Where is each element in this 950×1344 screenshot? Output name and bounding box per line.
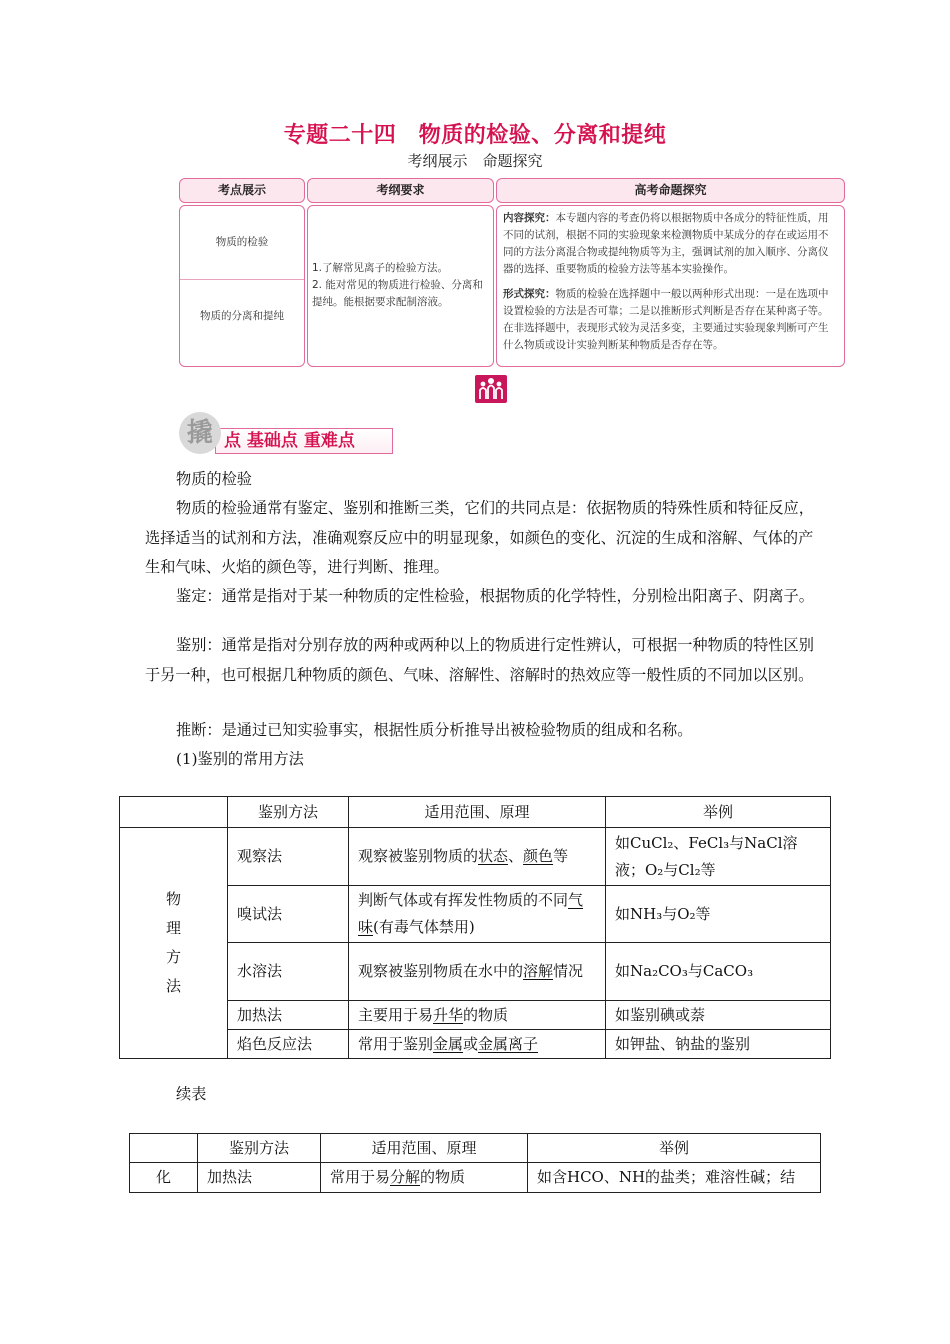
- topic-inspection: 物质的检验: [215, 236, 269, 248]
- scope-cell: 观察被鉴别物质的状态、颜色等: [349, 828, 606, 886]
- identification-methods-table: [119, 796, 831, 1059]
- table-header-row: [120, 797, 831, 828]
- example-cell: 如Na₂CO₃与CaCO₃: [606, 943, 831, 1001]
- page-subtitle: 考纲展示 命题探究: [407, 152, 543, 170]
- scope-cell: 常用于易分解的物质: [321, 1163, 528, 1193]
- section-heading: 物质的检验: [176, 470, 252, 488]
- paragraph-5: (1)鉴别的常用方法: [176, 750, 304, 768]
- requirements-text: 1.了解常见离子的检验方法。 2. 能对常见的物质进行检验、分离和提纯。能根据要求配制溶液。: [312, 262, 483, 308]
- banner-badge-icon: 撬: [179, 412, 221, 454]
- paragraph-3-text: 鉴别：通常是指对分别存放的两种或两种以上的物质进行定性辨认，可根据一种物质的特性区别于另一种，也可根据几种物质的颜色、气味、溶解性、溶解时的热效应等一般性质的不同加以区别。: [145, 636, 814, 684]
- topic-separation: 物质的分离和提纯: [200, 310, 284, 322]
- identification-methods-table-continued: [129, 1133, 821, 1193]
- scope-cell: 常用于鉴别金属或金属离子: [349, 1030, 606, 1059]
- paragraph-2: [145, 582, 825, 612]
- group-char: 法: [165, 977, 181, 995]
- outline-header-exploration: 高考命题探究: [496, 178, 845, 203]
- col-header-example: 举例: [528, 1134, 821, 1163]
- exploration-form-text: 物质的检验在选择题中一般以两种形式出现：一是在选项中设置检验的方法是否可靠；二是以推断形式判断是否存在某种离子等。在非选择题中，表现形式较为灵活多变，主要通过实验现象判断可产生什么物质或设计实验判断某种物质是否存在等。: [503, 288, 829, 351]
- table-header-row: [130, 1134, 821, 1163]
- example-cell: 如含HCO、NH的盐类；难溶性碱；结: [528, 1163, 821, 1193]
- group-char: 理: [165, 919, 181, 937]
- banner-bar: [215, 428, 393, 454]
- paragraph-4-text: 推断：是通过已知实验事实，根据性质分析推导出被检验物质的组成和名称。: [176, 721, 693, 739]
- paragraph-3: [145, 631, 825, 690]
- table-row: [130, 1163, 821, 1193]
- banner-text: 点 基础点 重难点: [224, 431, 355, 451]
- exploration-content-label: 内容探究：: [503, 212, 556, 224]
- scope-cell: 观察被鉴别物质在水中的溶解情况: [349, 943, 606, 1001]
- exploration-content: [503, 210, 838, 278]
- scope-cell: 主要用于易升华的物质: [349, 1001, 606, 1030]
- method-cell: 观察法: [228, 828, 349, 886]
- example-cell: 如鉴别碘或萘: [606, 1001, 831, 1030]
- example-cell: 如NH₃与O₂等: [606, 886, 831, 943]
- page-title: 专题二十四 物质的检验、分离和提纯: [283, 123, 667, 148]
- method-cell: 嗅试法: [228, 886, 349, 943]
- paragraph-1: [145, 494, 825, 583]
- method-cell: 加热法: [228, 1001, 349, 1030]
- paragraph-1-text: 物质的检验通常有鉴定、鉴别和推断三类，它们的共同点是：依据物质的特殊性质和特征反应，选择适当的试剂和方法，准确观察反应中的明显现象，如颜色的变化、沉淀的生成和溶解、气体的产生和气味、火焰的颜色等，进行判断、推理。: [145, 499, 814, 576]
- exploration-form-label: 形式探究：: [503, 288, 556, 300]
- paragraph-4: [145, 716, 825, 746]
- example-cell: 如钾盐、钠盐的鉴别: [606, 1030, 831, 1059]
- outline-requirements-cell: [307, 205, 494, 367]
- col-header-method: 鉴别方法: [228, 797, 349, 828]
- continued-label: 续表: [176, 1085, 207, 1103]
- example-cell: 如CuCl₂、FeCl₃与NaCl溶液；O₂与Cl₂等: [606, 828, 831, 886]
- outline-exploration-cell: [496, 205, 845, 367]
- paragraph-2-text: 鉴定：通常是指对于某一种物质的定性检验，根据物质的化学特性，分别检出阳离子、阴离子。: [176, 587, 814, 605]
- exploration-form: [503, 286, 838, 354]
- col-header-example: 举例: [606, 797, 831, 828]
- col-header-method: 鉴别方法: [198, 1134, 321, 1163]
- method-cell: 水溶法: [228, 943, 349, 1001]
- physical-methods-group: [120, 828, 228, 1059]
- method-cell: 焰色反应法: [228, 1030, 349, 1059]
- scope-cell: 判断气体或有挥发性物质的不同气味(有毒气体禁用): [349, 886, 606, 943]
- group-char: 物: [165, 890, 181, 908]
- col-header-scope: 适用范围、原理: [321, 1134, 528, 1163]
- section-banner: [179, 408, 394, 456]
- outline-table: [179, 174, 845, 368]
- method-cell: 加热法: [198, 1163, 321, 1193]
- outline-topics-cell: [179, 205, 305, 367]
- exploration-content-text: 本专题内容的考查仍将以根据物质中各成分的特征性质，用不同的试剂，根据不同的实验现象来检测物质中某成分的存在或运用不同的方法分离混合物或提纯物质等为主，强调试剂的加入顺序、分离仪器的选择、重要物质的检验方法等基本实验操作。: [503, 212, 829, 275]
- group-char: 方: [165, 948, 181, 966]
- outline-header-requirements: 考纲要求: [307, 178, 494, 203]
- section-logo-icon: [475, 375, 507, 403]
- chemical-methods-group: 化: [130, 1163, 198, 1193]
- outline-header-topics: 考点展示: [179, 178, 305, 203]
- table-row: [120, 828, 831, 886]
- col-header-scope: 适用范围、原理: [349, 797, 606, 828]
